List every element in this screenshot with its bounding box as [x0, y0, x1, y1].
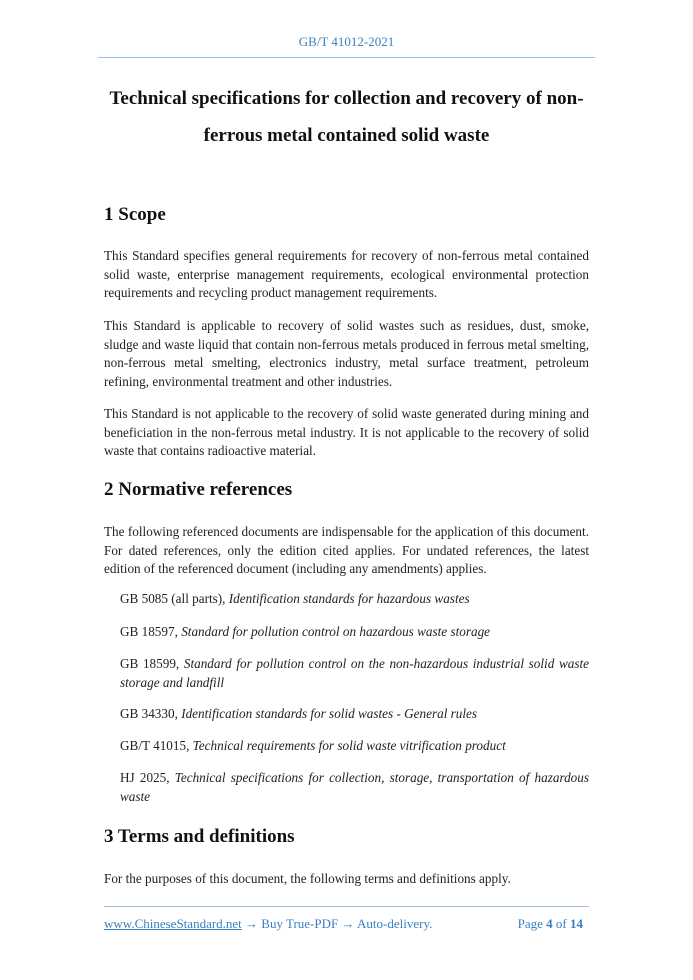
- document-title: [100, 80, 593, 154]
- reference-title: Technical requirements for solid waste vitrification product: [192, 738, 506, 753]
- reference-item: [120, 705, 589, 724]
- reference-code: GB 34330,: [120, 706, 182, 721]
- reference-item: [120, 590, 589, 609]
- reference-code: GB 18597,: [120, 624, 182, 639]
- title-line-2: ferrous metal contained solid waste: [203, 125, 490, 146]
- section-heading-terms-definitions: 3 Terms and definitions: [104, 826, 295, 847]
- reference-item: [120, 737, 589, 756]
- reference-item: [120, 655, 589, 692]
- running-header: GB/T 41012-2021: [298, 34, 395, 49]
- reference-title: Identification standards for solid wastes - General rules: [181, 706, 478, 721]
- page-footer: [104, 916, 589, 932]
- scope-paragraph-2: This Standard is applicable to recovery of solid wastes such as residues, dust, smoke, sludge and waste liquid that contain non-ferrous metals produced in ferrous metal smelting, non-ferrous metal smelting, electronics industry, metal surface treatment, petroleum refining, environmental treatment and other industries.: [104, 318, 589, 389]
- page-indicator: [518, 916, 583, 932]
- reference-code: GB/T 41015,: [120, 738, 193, 753]
- title-line-1: Technical specifications for collection and recovery of non-: [109, 88, 584, 109]
- reference-item: [120, 623, 589, 642]
- page-current: 4: [546, 916, 553, 931]
- reference-title: Standard for pollution control on hazardous waste storage: [181, 624, 491, 639]
- reference-title: Technical specifications for collection, storage, transportation of hazardous waste: [120, 770, 589, 804]
- scope-paragraph-1: This Standard specifies general requirements for recovery of non-ferrous metal contained solid waste, enterprise management requirements, ecological environmental protection requirements and recycling product management requirements.: [104, 248, 589, 300]
- header-divider: [98, 57, 595, 58]
- footer-tagline: → Buy True-PDF → Auto-delivery.: [241, 916, 433, 931]
- page-of: of: [552, 916, 570, 931]
- reference-item: [120, 769, 589, 806]
- normative-references-intro: The following referenced documents are indispensable for the application of this document. For dated references, only the edition cited applies. For undated references, the latest edition of the referenced document (including any amendments) applies.: [104, 524, 589, 576]
- reference-code: GB 18599,: [120, 656, 184, 671]
- page-total: 14: [570, 916, 583, 931]
- chinesestandard-link[interactable]: www.ChineseStandard.net: [104, 916, 242, 931]
- reference-code: HJ 2025,: [120, 770, 175, 785]
- page-label: Page: [517, 916, 547, 931]
- footer-divider: [104, 906, 589, 907]
- section-heading-scope: 1 Scope: [104, 204, 166, 225]
- reference-title: Standard for pollution control on the non-hazardous industrial solid waste storage and landfill: [120, 656, 589, 690]
- reference-title: Identification standards for hazardous wastes: [228, 591, 470, 606]
- reference-code: GB 5085 (all parts),: [120, 591, 229, 606]
- terms-definitions-intro: For the purposes of this document, the following terms and definitions apply.: [104, 871, 511, 886]
- scope-paragraph-3: This Standard is not applicable to the recovery of solid waste generated during mining and beneficiation in the non-ferrous metal industry. It is not applicable to the recovery of solid waste that contains radioactive material.: [104, 406, 589, 458]
- section-heading-normative-references: 2 Normative references: [104, 479, 293, 500]
